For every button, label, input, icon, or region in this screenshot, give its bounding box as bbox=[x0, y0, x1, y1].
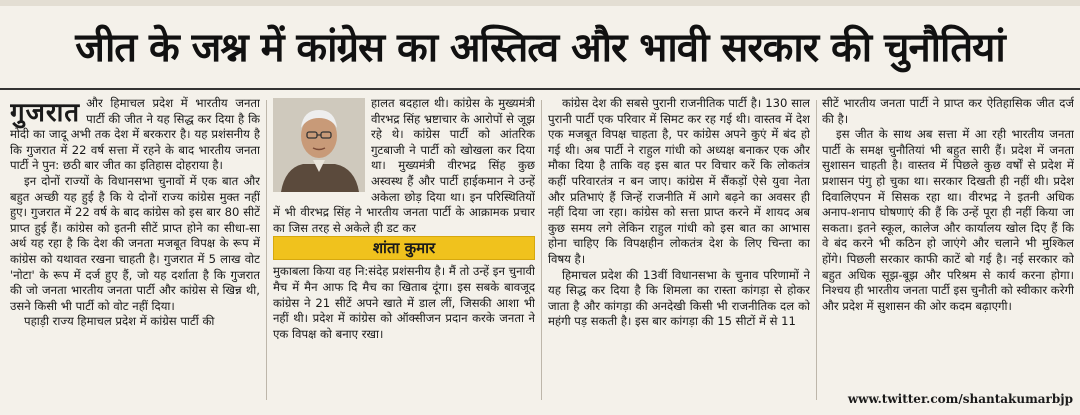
column-3 bbox=[548, 96, 810, 408]
dateline-place: गुजरात bbox=[10, 98, 81, 128]
col2-bottom-paragraph: मुकाबला किया वह नि:संदेह प्रशंसनीय है। मैं तो उन्हें इन चुनावी मैच में मैन आफ दि मैच का खिताब दूंगा। इस सबके बावजूद कांग्रेस ने 21 सीटें अपने खाते में डाल लीं, जिसकी आशा भी नहीं थी। प्रदेश में कांग्रेस को ऑक्सीजन प्रदान करके जनता ने एक विपक्ष को बनाए रखा। bbox=[273, 264, 535, 341]
col1-para-2: इन दोनों राज्यों के विधानसभा चुनावों में एक बात और बहुत अच्छी यह हुई है कि ये दोनों राज्य कांग्रेस मुक्त नहीं हुए। गुजरात में 22 वर्ष के बाद कांग्रेस को इस बार 80 सीटें प्राप्त हुई हैं। कांग्रेस को इतनी सीटें प्राप्त होने का सीधा-सा अर्थ यह रहा है कि देश की जनता मजबूत विपक्ष के रूप में कांग्रेस को यथावत रखना चाहती है। गुजरात में 5 लाख वोट 'नोटा' के रूप में दर्ज हुए हैं, जो यह दर्शाता है कि गुजरात की जो जनता भारतीय जनता पार्टी और कांग्रेस से खिन्न थी, उसने किसी भी पार्टी को वोट नहीं दिया। bbox=[10, 173, 260, 313]
col1-para-1-text: और हिमाचल प्रदेश में भारतीय जनता पार्टी की जीत ने यह सिद्ध कर दिया है कि मोदी का जादू अभी तक देश में बरकरार है। यह प्रशंसनीय है कि गुजरात में 22 वर्ष सत्ता में रहने के बाद भारतीय जनता पार्टी ने पुन: छठी बार जीत का इतिहास दोहराया है। bbox=[10, 96, 260, 173]
column-4 bbox=[822, 96, 1074, 388]
col2-top-text bbox=[273, 96, 535, 236]
col1-para-1 bbox=[10, 96, 260, 174]
column-divider bbox=[266, 100, 267, 400]
column-1 bbox=[10, 96, 260, 408]
col3-para-2: हिमाचल प्रदेश की 13वीं विधानसभा के चुनाव परिणामों ने यह सिद्ध कर दिया है कि शिमला का रास्ता कांगड़ा से होकर जाता है और कांगड़ा की अनदेखी किसी भी राजनीतिक दल को महंगी पड़ सकती है। इस बार कांगड़ा की 15 सीटों में से 11 bbox=[548, 267, 810, 329]
col1-para-3: पहाड़ी राज्य हिमाचल प्रदेश में कांग्रेस पार्टी की bbox=[24, 314, 215, 329]
col4-para-2: इस जीत के साथ अब सत्ता में आ रही भारतीय जनता पार्टी के समक्ष चुनौतियां भी बहुत सारी हैं। प्रदेश में जनता सुशासन चाहती है। वास्तव में पिछले कुछ वर्षों से प्रदेश में प्रशासन पंगु हो चुका था। सरकार दिखती ही नहीं थी। प्रदेश दिवालिएपन में सिसक रहा था। वीरभद्र ने इतनी अधिक अनाप-शनाप घोषणाएं की हैं कि उन्हें पूरा ही नहीं किया जा सकता। इतने स्कूल, कालेज और कार्यालय खोल दिए हैं कि वे बंद करने भी कठिन हो जाएंगे और चलाने भी मुश्किल होंगे। पिछली सरकार काफी काटें बो गई है। नई सरकार को बहुत अधिक सूझ-बूझ और परिश्रम से कार्य करना होगा। निश्चय ही भारतीय जनता पार्टी इस चुनौती को स्वीकार करेगी और प्रदेश में सुशासन की ओर कदम बढ़ाएगी। bbox=[822, 127, 1074, 313]
headline: जीत के जश्न में कांग्रेस का अस्तित्व और भावी सरकार की चुनौतियां bbox=[75, 25, 1005, 71]
column-2 bbox=[273, 96, 535, 408]
author-name-banner: शांता कुमार bbox=[273, 236, 535, 260]
author-portrait-image bbox=[273, 98, 365, 192]
twitter-handle[interactable]: www.twitter.com/shantakumarbjp bbox=[847, 392, 1073, 406]
column-divider bbox=[816, 100, 817, 400]
headline-rule bbox=[0, 88, 1080, 90]
column-divider bbox=[541, 100, 542, 400]
page-top-strip bbox=[0, 0, 1080, 6]
author-photo bbox=[273, 98, 365, 192]
col4-para-1: सीटें भारतीय जनता पार्टी ने प्राप्त कर ऐतिहासिक जीत दर्ज की है। bbox=[822, 96, 1074, 126]
col3-para-1: कांग्रेस देश की सबसे पुरानी राजनीतिक पार्टी है। 130 साल पुरानी पार्टी एक परिवार में सिमट कर रह गई थी। वास्तव में देश एक मजबूत विपक्ष चाहता है, पर कांग्रेस अपने कुएं में बंद हो गई थी। अब पार्टी ने राहुल गांधी को अध्यक्ष बनाकर एक और मौका दिया है ताकि वह इस बात पर विचार करें कि लोकतंत्र कहीं परिवारतंत्र न बन जाए। कांग्रेस में सैंकड़ों ऐसे युवा नेता और प्रतिभाएं हैं जिन्हें राजनीति में आगे बढ़ने का अवसर ही नहीं दिया जा रहा। कांग्रेस को सत्ता प्राप्त करने में शायद अब कुछ समय लगे लेकिन राहुल गांधी को इस बात का आभास होना चाहिए कि विपक्षहीन लोकतंत्र देश के लिए चिन्ता का विषय है। bbox=[548, 96, 810, 266]
col2-top-paragraph: हालत बदहाल थी। कांग्रेस के मुख्यमंत्री वीरभद्र सिंह भ्रष्टाचार के आरोपों से जूझ रहे थे। कांग्रेस पार्टी को आंतरिक गुटबाजी ने पार्टी को खोखला कर दिया था। मुख्यमंत्री वीरभद्र सिंह कुछ अस्वस्थ हैं और पार्टी हाईकमान ने उन्हें अकेला छोड़ दिया था। इन परिस्थितियों में भी वीरभद्र सिंह ने भारतीय जनता पार्टी के आक्रामक प्रचार का जिस तरह से अकेले ही डट कर bbox=[273, 96, 535, 235]
